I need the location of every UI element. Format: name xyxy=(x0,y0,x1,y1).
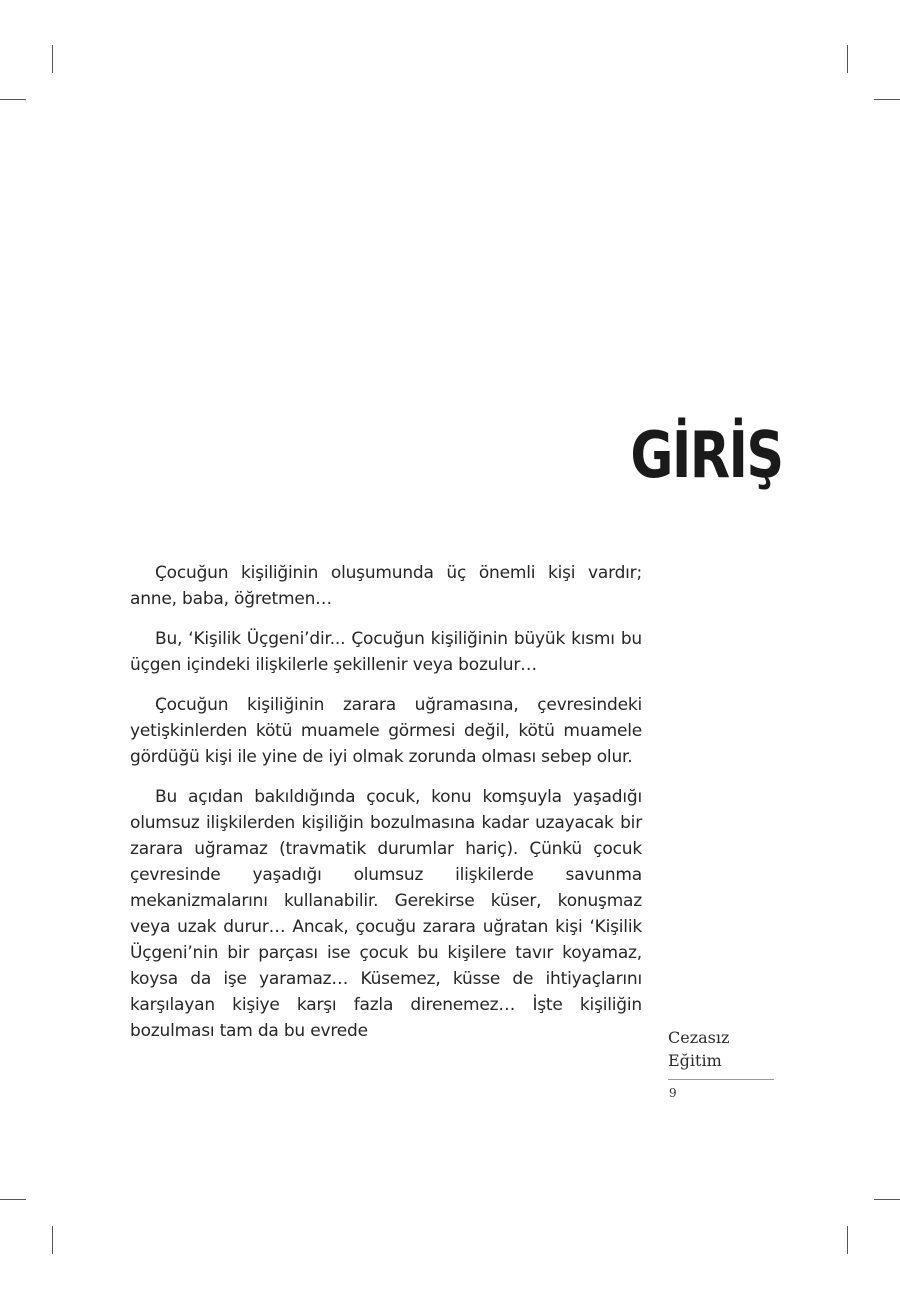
paragraph: Bu, ‘Kişilik Üçgeni’dir... Çocuğun kişiliğinin büyük kısmı bu üçgen içindeki ilişkilerle şekillenir veya bozulur… xyxy=(130,629,642,675)
crop-mark-top-right-horizontal xyxy=(874,99,900,100)
divider xyxy=(668,1079,774,1080)
crop-mark-bottom-left-horizontal xyxy=(0,1199,26,1200)
chapter-title: GİRİŞ xyxy=(630,419,783,493)
body-text xyxy=(130,560,642,1058)
paragraph: Bu açıdan bakıldığında çocuk, konu komşuyla yaşadığı olumsuz ilişkilerden kişiliğin bozulmasına kadar uzayacak bir zarara uğramaz (travmatik durumlar hariç). Çünkü çocuk çevresinde yaşadığı olumsuz ilişkilerde savunma mekanizmalarını kullanabilir. Gerekirse küser, konuşmaz veya uzak durur… Ancak, çocuğu zarara uğratan kişi ‘Kişilik Üçgeni’nin bir parçası ise çocuk bu kişilere tavır koyamaz, koysa da işe yaramaz… Küsemez, küsse de ihtiyaçlarını karşılayan kişiye karşı fazla direnemez… İşte kişiliğin bozulması tam da bu evrede xyxy=(130,787,642,1041)
page-number: 9 xyxy=(669,1086,677,1100)
crop-mark-top-left-vertical xyxy=(52,45,53,73)
crop-mark-bottom-right-vertical xyxy=(847,1226,848,1254)
paragraph: Çocuğun kişiliğinin oluşumunda üç önemli kişi vardır; anne, baba, öğretmen… xyxy=(130,563,642,609)
running-head-block xyxy=(668,1026,774,1100)
crop-mark-top-right-vertical xyxy=(847,45,848,73)
paragraph: Çocuğun kişiliğinin zarara uğramasına, çevresindeki yetişkinlerden kötü muamele görmesi değil, kötü muamele gördüğü kişi ile yine de iyi olmak zorunda olması sebep olur. xyxy=(130,695,642,767)
crop-mark-top-left-horizontal xyxy=(0,99,26,100)
crop-mark-bottom-left-vertical xyxy=(52,1226,53,1254)
book-title-line: Eğitim xyxy=(668,1051,722,1070)
book-title-line: Cezasız xyxy=(668,1028,730,1047)
book-title xyxy=(668,1026,774,1072)
crop-mark-bottom-right-horizontal xyxy=(874,1199,900,1200)
